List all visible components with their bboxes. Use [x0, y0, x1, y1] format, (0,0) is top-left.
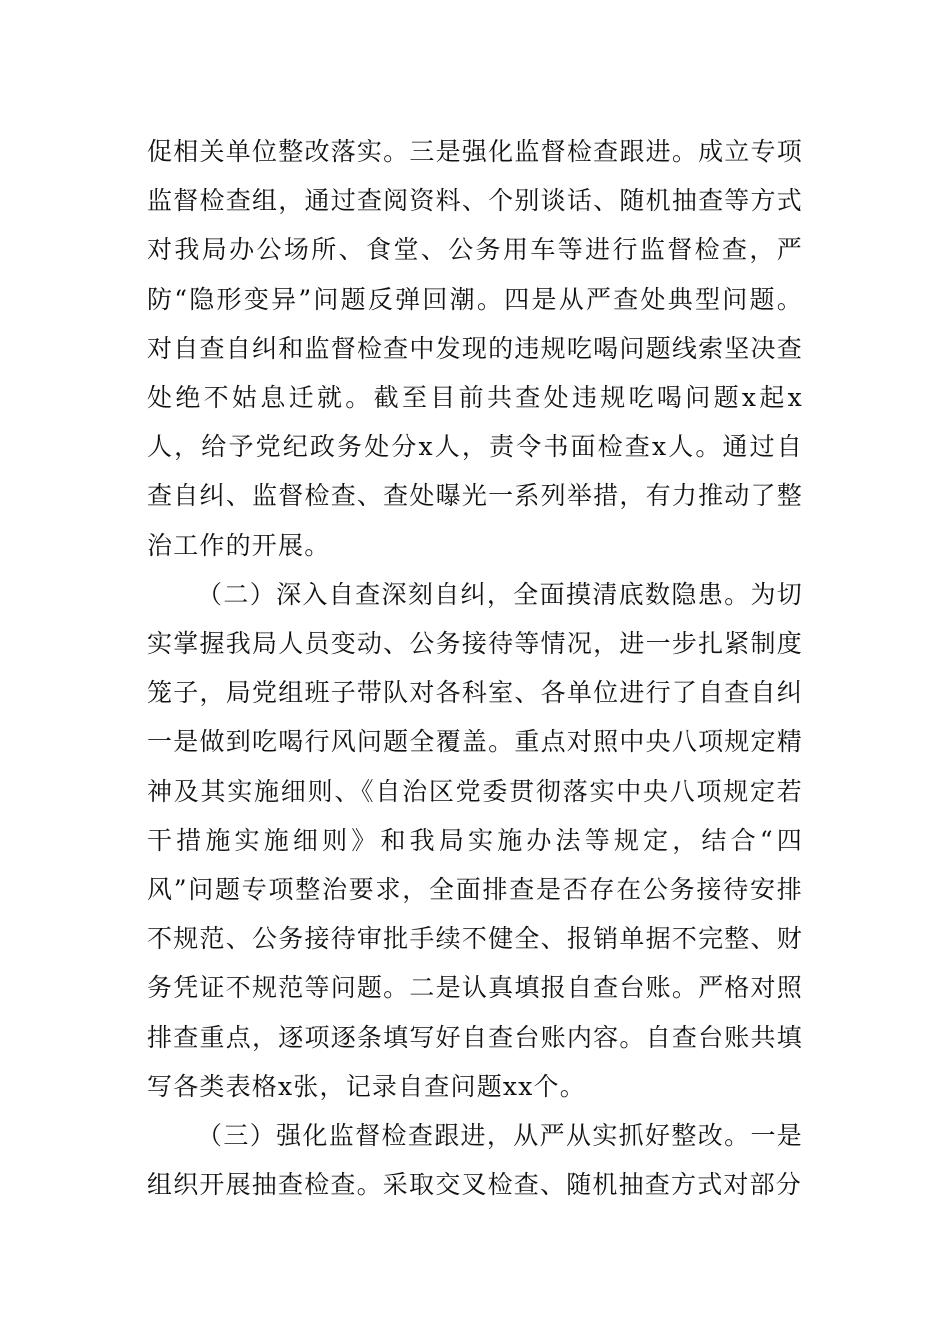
- paragraph-section-three: （三）强化监督检查跟进，从严从实抓好整改。一是组织开展抽查检查。采取交叉检查、随机抽查方式对部分: [147, 1121, 803, 1200]
- paragraph-section-two: （二）深入自查深刻自纠，全面摸清底数隐患。为切实掌握我局人员变动、公务接待等情况，进一步扎紧制度笼子，局党组班子带队对各科室、各单位进行了自查自纠一是做到吃喝行风问题全覆盖。重点对照中央八项规定精神及其实施细则、《自治区党委贯彻落实中央八项规定若干措施实施细则》和我局实施办法等规定，结合“四风”问题专项整治要求，全面排查是否存在公务接待安排不规范、公务接待审批手续不健全、报销单据不完整、财务凭证不规范等问题。二是认真填报自查台账。严格对照排查重点，逐项逐条填写好自查台账内容。自查台账共填写各类表格x张，记录自查问题xx个。: [147, 579, 803, 1101]
- document-body: [147, 127, 803, 1209]
- paragraph-continuation: 促相关单位整改落实。三是强化监督检查跟进。成立专项监督检查组，通过查阅资料、个别谈话、随机抽查等方式对我局办公场所、食堂、公务用车等进行监督检查，严防“隐形变异”问题反弹回潮。四是从严查处典型问题。对自查自纠和监督检查中发现的违规吃喝问题线索坚决查处绝不姑息迁就。截至目前共查处违规吃喝问题x起x人，给予党纪政务处分x人，责令书面检查x人。通过自查自纠、监督检查、查处曝光一系列举措，有力推动了整治工作的开展。: [147, 137, 803, 560]
